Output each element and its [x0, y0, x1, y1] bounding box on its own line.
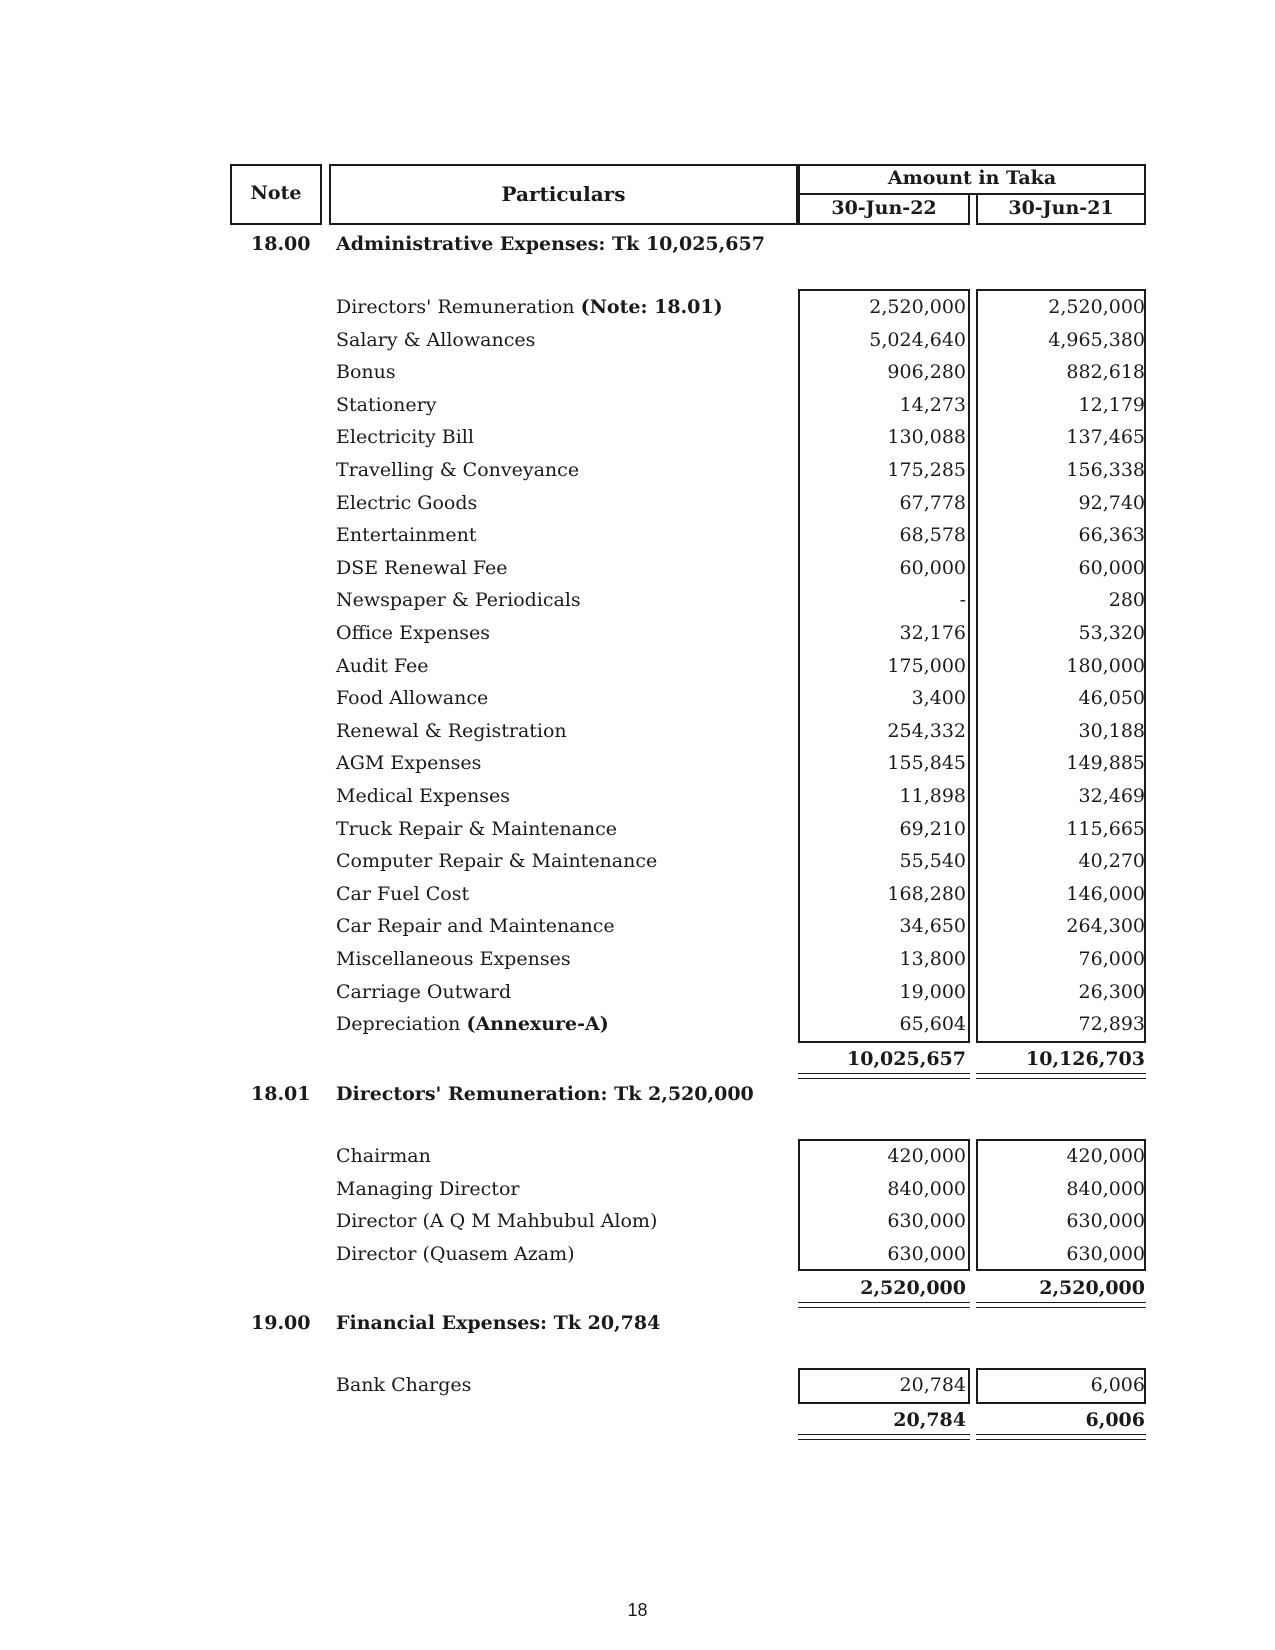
- row-label-text: Electricity Bill: [336, 426, 474, 449]
- value-2022: 34,650: [899, 915, 966, 938]
- row-label-text: Stationery: [336, 393, 437, 416]
- total-2021: 10,126,703: [1026, 1048, 1145, 1070]
- row-label-text: Miscellaneous Expenses: [336, 948, 571, 970]
- value-2022: 155,845: [887, 752, 966, 775]
- value-2022: 14,273: [899, 393, 966, 416]
- section-title: Financial Expenses: Tk 20,784: [336, 1312, 661, 1334]
- section-number: 18.01: [251, 1083, 311, 1105]
- value-2022: 130,088: [887, 426, 966, 449]
- row-label: [336, 687, 488, 709]
- row-label: [336, 948, 571, 970]
- value-2021: 115,665: [1066, 817, 1145, 840]
- value-2021: 137,465: [1066, 426, 1145, 449]
- value-2022: 67,778: [899, 491, 966, 514]
- row-label-text: Computer Repair & Maintenance: [336, 850, 658, 873]
- row-label-text: Managing Director: [336, 1177, 520, 1200]
- value-2021: 76,000: [1078, 948, 1145, 970]
- amount-header: Amount in Taka: [887, 167, 1057, 189]
- value-2022: 420,000: [887, 1145, 966, 1167]
- row-label: [336, 557, 508, 579]
- value-2021: 882,618: [1066, 361, 1145, 384]
- value-2022: 11,898: [899, 785, 966, 807]
- section-title: Directors' Remuneration: Tk 2,520,000: [336, 1083, 754, 1105]
- row-label-text: Bank Charges: [336, 1374, 472, 1396]
- row-label-text: Bonus: [336, 361, 396, 384]
- row-label: [336, 622, 490, 644]
- row-label: [336, 459, 579, 481]
- value-2021: 840,000: [1066, 1177, 1145, 1200]
- row-label-text: Car Repair and Maintenance: [336, 915, 615, 938]
- row-label-text: Depreciation: [336, 1013, 461, 1036]
- value-2021: 60,000: [1078, 556, 1145, 579]
- row-label: [336, 492, 477, 514]
- row-label: [336, 752, 481, 774]
- row-label-text: Director (A Q M Mahbubul Alom): [336, 1210, 658, 1233]
- row-label-reference: (Annexure-A): [466, 1013, 609, 1036]
- value-2022: 68,578: [899, 524, 966, 547]
- value-2021: 30,188: [1078, 719, 1145, 742]
- value-2021: 72,893: [1078, 1013, 1145, 1036]
- row-label-text: AGM Expenses: [336, 752, 482, 775]
- col2-header: 30-Jun-21: [1008, 197, 1114, 219]
- row-label: [336, 655, 429, 677]
- row-label: [336, 720, 567, 742]
- total-underline-2022: [798, 1434, 970, 1440]
- row-label: [336, 329, 535, 351]
- row-label-text: Entertainment: [336, 524, 477, 547]
- row-label: [336, 296, 723, 318]
- value-2022: 20,784: [899, 1374, 966, 1396]
- value-2022: 168,280: [887, 882, 966, 905]
- total-underline-2022: [798, 1302, 970, 1308]
- value-2021: 420,000: [1066, 1145, 1145, 1167]
- particulars-header: Particulars: [501, 182, 626, 206]
- value-2021: 4,965,380: [1048, 328, 1145, 351]
- value-2021: 32,469: [1078, 785, 1145, 807]
- row-label-text: Truck Repair & Maintenance: [336, 817, 618, 840]
- value-2021: 630,000: [1066, 1210, 1145, 1233]
- value-2021: 53,320: [1078, 622, 1145, 644]
- row-label: [336, 524, 476, 546]
- row-label-text: Carriage Outward: [336, 980, 512, 1003]
- row-label: [336, 818, 617, 840]
- row-label: [336, 850, 657, 872]
- section-number: 18.00: [251, 233, 311, 255]
- value-2022: 175,000: [887, 654, 966, 677]
- row-label: [336, 589, 581, 611]
- value-2021: 66,363: [1078, 524, 1145, 547]
- value-2021: 180,000: [1066, 654, 1145, 677]
- total-2022: 2,520,000: [860, 1277, 966, 1299]
- row-label: [336, 361, 396, 383]
- row-label-text: Directors' Remuneration: [336, 296, 575, 318]
- value-2022: -: [959, 589, 966, 612]
- row-label-text: Chairman: [336, 1145, 431, 1167]
- value-2021: 146,000: [1066, 882, 1145, 905]
- value-2022: 65,604: [899, 1013, 966, 1036]
- note-header: Note: [250, 182, 302, 204]
- value-2021: 280: [1108, 589, 1145, 612]
- row-label: [336, 426, 474, 448]
- row-label-text: Office Expenses: [336, 622, 491, 644]
- value-2021: 156,338: [1066, 459, 1145, 481]
- row-label-text: DSE Renewal Fee: [336, 556, 508, 579]
- row-label: [336, 1374, 471, 1396]
- value-2022: 55,540: [899, 850, 966, 873]
- section-number: 19.00: [251, 1312, 311, 1334]
- row-label-text: Medical Expenses: [336, 785, 510, 807]
- value-2022: 175,285: [887, 459, 966, 481]
- total-underline-2021: [976, 1302, 1146, 1308]
- row-label-text: Electric Goods: [336, 491, 478, 514]
- total-2022: 20,784: [893, 1409, 966, 1431]
- row-label-text: Audit Fee: [336, 654, 429, 677]
- section-title: Administrative Expenses: Tk 10,025,657: [336, 233, 765, 255]
- total-2022: 10,025,657: [847, 1048, 966, 1070]
- row-label: [336, 1013, 609, 1035]
- value-2022: 60,000: [899, 556, 966, 579]
- value-2021: 46,050: [1078, 687, 1145, 710]
- value-2022: 840,000: [887, 1177, 966, 1200]
- page-number: 18: [627, 1600, 648, 1620]
- total-underline-2021: [976, 1073, 1146, 1079]
- value-2021: 6,006: [1090, 1374, 1145, 1396]
- row-label: [336, 1210, 657, 1232]
- value-2022: 630,000: [887, 1242, 966, 1265]
- row-label: [336, 981, 511, 1003]
- row-label: [336, 1145, 431, 1167]
- value-2022: 630,000: [887, 1210, 966, 1233]
- value-2022: 5,024,640: [869, 328, 966, 351]
- row-label-text: Car Fuel Cost: [336, 882, 470, 905]
- row-label-text: Salary & Allowances: [336, 328, 536, 351]
- total-underline-2021: [976, 1434, 1146, 1440]
- row-label: [336, 1178, 519, 1200]
- value-2021: 92,740: [1078, 491, 1145, 514]
- value-2022: 69,210: [899, 817, 966, 840]
- value-2022: 2,520,000: [869, 296, 966, 318]
- row-label-text: Director (Quasem Azam): [336, 1242, 575, 1265]
- value-2022: 13,800: [899, 948, 966, 970]
- row-label: [336, 1243, 575, 1265]
- value-2021: 40,270: [1078, 850, 1145, 873]
- col1-header: 30-Jun-22: [831, 197, 937, 219]
- total-underline-2022: [798, 1073, 970, 1079]
- row-label: [336, 394, 436, 416]
- row-label-text: Travelling & Conveyance: [336, 459, 580, 481]
- row-label-text: Newspaper & Periodicals: [336, 589, 581, 612]
- value-2021: 26,300: [1078, 980, 1145, 1003]
- row-label-text: Renewal & Registration: [336, 719, 567, 742]
- value-2022: 254,332: [887, 719, 966, 742]
- row-label-reference: (Note: 18.01): [580, 296, 723, 318]
- total-2021: 2,520,000: [1039, 1277, 1145, 1299]
- value-2022: 906,280: [887, 361, 966, 384]
- value-2021: 630,000: [1066, 1242, 1145, 1265]
- total-2021: 6,006: [1085, 1409, 1145, 1431]
- row-label: [336, 915, 615, 937]
- value-2021: 149,885: [1066, 752, 1145, 775]
- row-label: [336, 785, 510, 807]
- value-2022: 3,400: [911, 687, 966, 710]
- row-label-text: Food Allowance: [336, 687, 489, 710]
- value-2021: 264,300: [1066, 915, 1145, 938]
- value-2021: 12,179: [1078, 393, 1145, 416]
- row-label: [336, 883, 469, 905]
- value-2021: 2,520,000: [1048, 296, 1145, 318]
- value-2022: 19,000: [899, 980, 966, 1003]
- value-2022: 32,176: [899, 622, 966, 644]
